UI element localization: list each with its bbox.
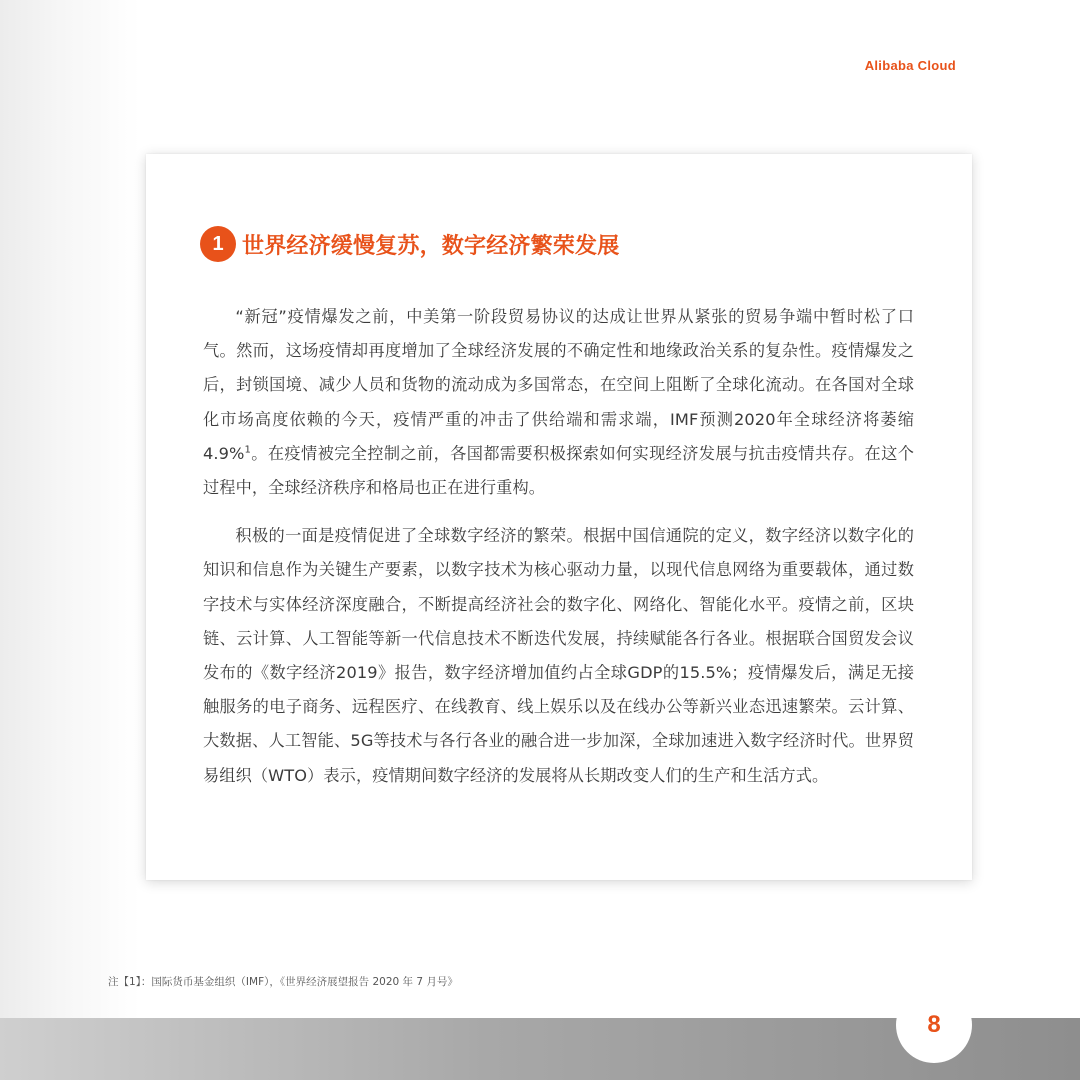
paragraph-1-text-a: “新冠”疫情爆发之前，中美第一阶段贸易协议的达成让世界从紧张的贸易争端中暂时松了口气。然而，这场疫情却再度增加了全球经济发展的不确定性和地缘政治关系的复杂性。疫情爆发之后，封锁国境、减少人员和货物的流动成为多国常态，在空间上阻断了全球化流动。在各国对全球化市场高度依赖的今天，疫情严重的冲击了供给端和需求端，IMF预测2020年全球经济将萎缩4.9%: [203, 307, 914, 463]
brand-logo-text: Alibaba Cloud: [864, 58, 956, 73]
page-number: 8: [896, 987, 972, 1063]
content-card: [146, 154, 972, 880]
paragraph-2: 积极的一面是疫情促进了全球数字经济的繁荣。根据中国信通院的定义，数字经济以数字化的知识和信息作为关键生产要素，以数字技术为核心驱动力量，以现代信息网络为重要载体，通过数字技术与实体经济深度融合，不断提高经济社会的数字化、网络化、智能化水平。疫情之前，区块链、云计算、人工智能等新一代信息技术不断迭代发展，持续赋能各行各业。根据联合国贸发会议发布的《数字经济2019》报告，数字经济增加值约占全球GDP的15.5%；疫情爆发后，满足无接触服务的电子商务、远程医疗、在线教育、线上娱乐以及在线办公等新兴业态迅速繁荣。云计算、大数据、人工智能、5G等技术与各行各业的融合进一步加深，全球加速进入数字经济时代。世界贸易组织（WTO）表示，疫情期间数字经济的发展将从长期改变人们的生产和生活方式。: [203, 526, 914, 785]
section-number-badge: 1: [200, 226, 236, 262]
footnote-reference: 1: [244, 444, 251, 456]
paragraph-1-text-b: 。在疫情被完全控制之前，各国都需要积极探索如何实现经济发展与抗击疫情共存。在这个过程中，全球经济秩序和格局也正在进行重构。: [203, 443, 914, 498]
footnote: 注【1】：国际货币基金组织（IMF），《世界经济展望报告 2020 年 7 月号》: [108, 976, 458, 988]
section-title: 世界经济缓慢复苏，数字经济繁荣发展: [242, 233, 620, 259]
section-body: [203, 300, 914, 793]
paragraph-1: [203, 300, 914, 505]
section-heading: [200, 226, 619, 262]
